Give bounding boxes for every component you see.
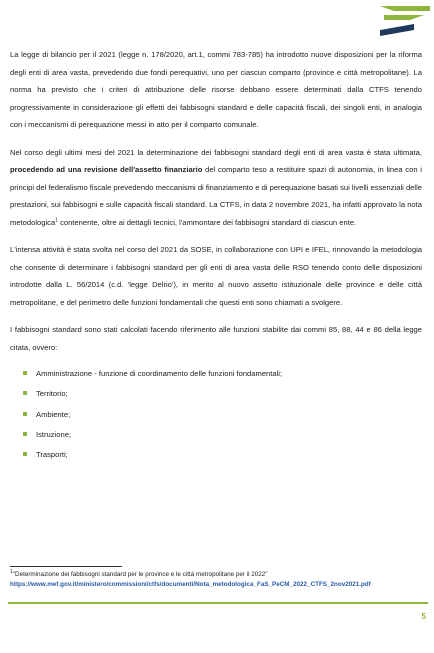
bullet-icon <box>23 432 27 436</box>
bullet-icon <box>23 412 27 416</box>
sose-logo <box>374 6 430 36</box>
footnote <box>10 570 420 589</box>
footnote-divider <box>10 566 122 567</box>
list-item <box>10 366 422 386</box>
logo-green-shape-2 <box>384 15 424 20</box>
bullet-icon <box>23 391 27 395</box>
footnote-reference[interactable]: 1 <box>55 216 58 223</box>
footnote-text-line <box>10 570 420 580</box>
list-item <box>10 427 422 447</box>
paragraph-2-part-d: contenente, oltre ai dettagli tecnici, l'ammontare dei fabbisogni standard di ciascun ente. <box>57 217 357 227</box>
bullet-icon <box>23 452 27 456</box>
page-number: 5 <box>421 612 426 621</box>
paragraph-4: I fabbisogni standard sono stati calcolati facendo riferimento alle funzioni stabilite dai commi 85, 88, 44 e 86 della legge citata, ovvero: <box>10 325 422 352</box>
paragraph-1: La legge di bilancio per il 2021 (legge n. 178/2020, art.1, commi 783-785) ha introdotto nuove disposizioni per la riforma degli enti di area vasta, prevedendo due fondi perequativi, uno per ciascun comparto (province e città metropolitane). La norma ha previsto che i criteri di attribuzione delle risorse debbano essere determinati dalla CTFS tenendo progressivamente in considerazione gli effetti dei fabbisogni standard e delle capacità fiscali, dei singoli enti, in analogia con i meccanismi di perequazione messi in atto per il comparto comunale. <box>10 50 422 129</box>
paragraph-2 <box>10 144 422 232</box>
footnote-mark: 1 <box>10 568 13 575</box>
paragraph-2-part-a: Nel corso degli ultimi mesi del 2021 la determinazione dei fabbisogni standard degli enti di area vasta è stata ultimata, <box>10 147 422 157</box>
list-item <box>10 447 422 467</box>
functions-list <box>10 366 422 467</box>
page-body <box>10 46 422 467</box>
list-item-label: Territorio; <box>36 389 68 399</box>
list-item-label: Istruzione; <box>36 429 72 439</box>
logo-green-shape <box>380 6 430 11</box>
list-item <box>10 386 422 406</box>
footnote-link[interactable]: https://www.mef.gov.it/ministero/commissioni/ctfs/documenti/Nota_metodologica_FaS_PeCM_2022_CTFS_2nov2021.pdf <box>10 580 371 588</box>
footnote-text: "Determinazione dei fabbisogni standard per le province e le città metropolitane per il 2022" <box>12 571 268 578</box>
list-item-label: Trasporti; <box>36 450 68 460</box>
list-item-label: Ambiente; <box>36 409 71 419</box>
list-item-label: Amministrazione - funzione di coordinamento delle funzioni fondamentali; <box>36 369 283 378</box>
footer-divider <box>8 602 428 604</box>
paragraph-2-part-c: del comparto teso a restituire spazi di autonomia, in linea con i principi del federalismo fiscale prevedendo meccanismi di finanziamento e di perequazione basati sui livelli essenziali delle prestazioni, sui fabbisogni e sulle capacità fiscali standard. La CTFS, in data 2 novembre 2021, ha infatti approvato la nota metodologica <box>10 165 422 227</box>
logo-navy-shape <box>380 24 414 36</box>
paragraph-3: L'intensa attività è stata svolta nel corso del 2021 da SOSE, in collaborazione con UPI e IFEL, rinnovando la metodologia che consente di determinare i fabbisogni standard per gli enti di area vasta delle RSO tenendo conto delle disposizioni introdotte dalla L. 56/2014 (c.d. 'legge Delrio'), in merito al nuovo assetto istituzionale delle province e delle città metropolitane, e del perimetro delle funzioni fondamentali che questi enti sono chiamati a svolgere. <box>10 245 422 307</box>
list-item <box>10 407 422 427</box>
bullet-icon <box>23 371 27 375</box>
paragraph-2-bold: procedendo ad una revisione dell'assetto finanziario <box>10 165 203 174</box>
